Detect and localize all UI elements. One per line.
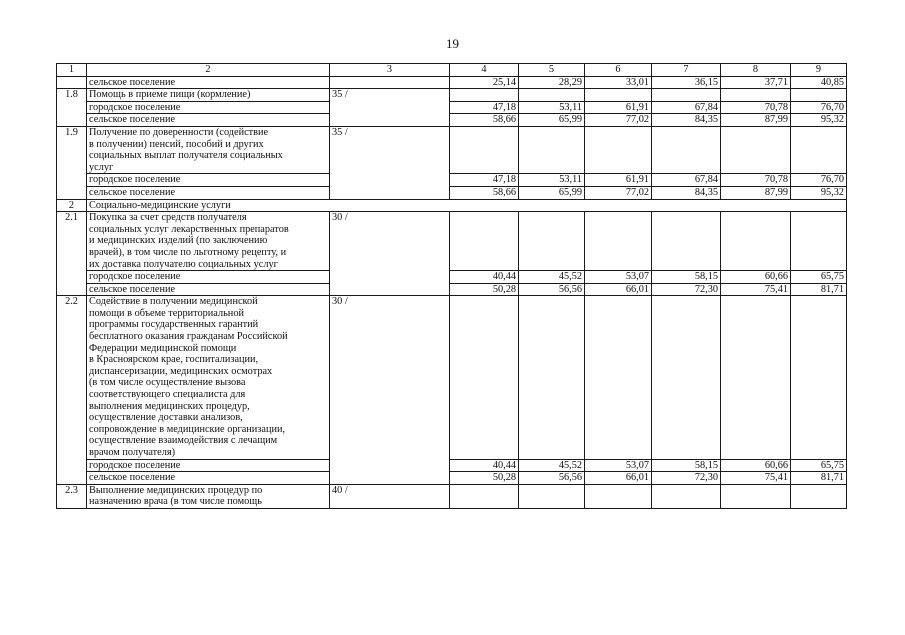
settlement-row: [57, 101, 847, 114]
description-line: бесплатного оказания гражданам Российской: [89, 331, 288, 343]
section-row: [57, 199, 847, 212]
description-line: программы государственных гарантий: [89, 319, 259, 331]
value-cell: 45,52: [519, 459, 585, 472]
empty-value-cell: [585, 126, 652, 173]
value-cell: 58,66: [450, 186, 519, 199]
settlement-row: [57, 114, 847, 127]
description-line: социальных выплат получателя социальных: [89, 150, 283, 162]
settlement-label: городское поселение: [87, 271, 330, 284]
empty-value-cell: [519, 484, 585, 508]
service-description: [87, 89, 330, 102]
value-cell: 47,18: [450, 101, 519, 114]
value-cell: 76,70: [791, 174, 847, 187]
value-cell: 25,14: [450, 76, 519, 89]
value-cell: 84,35: [652, 114, 721, 127]
settlement-label: городское поселение: [87, 174, 330, 187]
empty-value-cell: [519, 212, 585, 271]
value-cell: 36,15: [652, 76, 721, 89]
settlement-row: [57, 174, 847, 187]
description-line: Выполнение медицинских процедур по: [89, 484, 263, 496]
service-description: [87, 484, 330, 508]
value-cell: 56,56: [519, 472, 585, 485]
service-unit: 35 /: [330, 126, 450, 199]
service-row: [57, 89, 847, 102]
value-cell: 84,35: [652, 186, 721, 199]
value-cell: 60,66: [721, 271, 791, 284]
value-cell: 67,84: [652, 174, 721, 187]
description-line: социальных услуг лекарственных препаратов: [89, 223, 289, 235]
empty-value-cell: [519, 89, 585, 102]
empty-value-cell: [585, 89, 652, 102]
empty-value-cell: [652, 212, 721, 271]
page-number: 19: [446, 36, 459, 51]
description-line: Содействие в получении медицинской: [89, 296, 258, 308]
value-cell: 70,78: [721, 101, 791, 114]
value-cell: 95,32: [791, 114, 847, 127]
value-cell: 77,02: [585, 114, 652, 127]
value-cell: 33,01: [585, 76, 652, 89]
settlement-label: городское поселение: [87, 459, 330, 472]
value-cell: 50,28: [450, 472, 519, 485]
value-cell: 75,41: [721, 472, 791, 485]
value-cell: 87,99: [721, 114, 791, 127]
description-line: их доставка получателю социальных услуг: [89, 258, 278, 270]
value-cell: 66,01: [585, 472, 652, 485]
empty-value-cell: [721, 89, 791, 102]
service-row: [57, 212, 847, 271]
value-cell: 37,71: [721, 76, 791, 89]
value-cell: 67,84: [652, 101, 721, 114]
service-index: 2.2: [57, 296, 87, 485]
empty-value-cell: [791, 296, 847, 459]
value-cell: 61,91: [585, 101, 652, 114]
empty-value-cell: [585, 296, 652, 459]
settlement-row: [57, 459, 847, 472]
service-unit: 30 /: [330, 212, 450, 296]
section-title: Социально-медицинские услуги: [87, 199, 847, 212]
empty-value-cell: [652, 126, 721, 173]
value-cell: 76,70: [791, 101, 847, 114]
value-cell: 40,44: [450, 459, 519, 472]
value-cell: 58,15: [652, 459, 721, 472]
table-row: [57, 76, 847, 89]
value-cell: 53,07: [585, 271, 652, 284]
empty-value-cell: [450, 212, 519, 271]
empty-value-cell: [450, 296, 519, 459]
empty-value-cell: [519, 126, 585, 173]
description-line: диспансеризации, медицинских осмотрах: [89, 365, 273, 377]
value-cell: 65,75: [791, 271, 847, 284]
empty-value-cell: [652, 296, 721, 459]
section-index: 2: [57, 199, 87, 212]
settlement-label: сельское поселение: [87, 114, 330, 127]
service-unit: 30 /: [330, 296, 450, 485]
tariff-table: [56, 63, 847, 509]
settlement-row: [57, 271, 847, 284]
service-row: [57, 484, 847, 508]
settlement-label: сельское поселение: [87, 472, 330, 485]
service-description: [87, 296, 330, 459]
value-cell: 66,01: [585, 283, 652, 296]
empty-value-cell: [721, 296, 791, 459]
service-index: 2.3: [57, 484, 87, 508]
empty-value-cell: [450, 484, 519, 508]
settlement-row: [57, 283, 847, 296]
description-line: выполнения медицинских процедур,: [89, 400, 250, 412]
description-line: помощи в объеме территориальной: [89, 307, 244, 319]
value-cell: 58,66: [450, 114, 519, 127]
description-line: в получении) пенсий, пособий и других: [89, 138, 264, 150]
empty-value-cell: [721, 126, 791, 173]
description-line: Помощь в приеме пищи (кормление): [89, 89, 251, 101]
empty-value-cell: [450, 89, 519, 102]
value-cell: 65,75: [791, 459, 847, 472]
value-cell: 28,29: [519, 76, 585, 89]
value-cell: 56,56: [519, 283, 585, 296]
description-line: услуг: [89, 161, 114, 173]
settlement-row: [57, 186, 847, 199]
value-cell: 75,41: [721, 283, 791, 296]
empty-value-cell: [721, 212, 791, 271]
service-description: [87, 126, 330, 173]
value-cell: 72,30: [652, 472, 721, 485]
value-cell: 50,28: [450, 283, 519, 296]
value-cell: 40,85: [791, 76, 847, 89]
column-header-7: 7: [652, 64, 721, 77]
empty-value-cell: [652, 89, 721, 102]
description-line: и медицинских изделий (по заключению: [89, 235, 268, 247]
value-cell: 65,99: [519, 186, 585, 199]
column-header-3: 3: [330, 64, 450, 77]
value-cell: 87,99: [721, 186, 791, 199]
value-cell: 81,71: [791, 283, 847, 296]
column-header-4: 4: [450, 64, 519, 77]
value-cell: 81,71: [791, 472, 847, 485]
column-header-8: 8: [721, 64, 791, 77]
column-header-6: 6: [585, 64, 652, 77]
service-row: [57, 126, 847, 173]
description-line: в Красноярском крае, госпитализации,: [89, 354, 259, 366]
value-cell: 61,91: [585, 174, 652, 187]
service-unit: 35 /: [330, 89, 450, 127]
empty-value-cell: [519, 296, 585, 459]
empty-value-cell: [791, 212, 847, 271]
row-index: [57, 76, 87, 89]
service-row: [57, 296, 847, 459]
settlement-label: сельское поселение: [87, 283, 330, 296]
empty-value-cell: [450, 126, 519, 173]
settlement-label: сельское поселение: [87, 76, 330, 89]
column-header-1: 1: [57, 64, 87, 77]
settlement-label: сельское поселение: [87, 186, 330, 199]
description-line: Федерации медицинской помощи: [89, 342, 237, 354]
header-row: [57, 64, 847, 77]
description-line: соответствующего специалиста для: [89, 389, 246, 401]
description-line: врачом получателя): [89, 447, 176, 458]
value-cell: 47,18: [450, 174, 519, 187]
value-cell: 77,02: [585, 186, 652, 199]
description-line: врачей), в том числе по льготному рецепту, и: [89, 246, 287, 258]
service-index: 1.8: [57, 89, 87, 127]
value-cell: 40,44: [450, 271, 519, 284]
empty-value-cell: [791, 126, 847, 173]
settlement-row: [57, 472, 847, 485]
empty-value-cell: [652, 484, 721, 508]
description-line: осуществление взаимодействия с лечащим: [89, 435, 278, 447]
value-cell: 70,78: [721, 174, 791, 187]
service-index: 1.9: [57, 126, 87, 199]
table-body: [57, 64, 847, 509]
value-cell: 65,99: [519, 114, 585, 127]
description-line: осуществление доставки анализов,: [89, 412, 243, 424]
description-line: Покупка за счет средств получателя: [89, 212, 247, 224]
description-line: (в том числе осуществление вызова: [89, 377, 246, 389]
value-cell: 53,11: [519, 101, 585, 114]
description-line: Получение по доверенности (содействие: [89, 126, 269, 138]
value-cell: 45,52: [519, 271, 585, 284]
column-header-5: 5: [519, 64, 585, 77]
column-header-2: 2: [87, 64, 330, 77]
column-header-9: 9: [791, 64, 847, 77]
empty-value-cell: [585, 484, 652, 508]
unit-cell: [330, 76, 450, 89]
value-cell: 60,66: [721, 459, 791, 472]
settlement-label: городское поселение: [87, 101, 330, 114]
empty-value-cell: [791, 89, 847, 102]
service-unit: 40 /: [330, 484, 450, 508]
value-cell: 58,15: [652, 271, 721, 284]
empty-value-cell: [585, 212, 652, 271]
service-index: 2.1: [57, 212, 87, 296]
service-description: [87, 212, 330, 271]
value-cell: 53,11: [519, 174, 585, 187]
empty-value-cell: [791, 484, 847, 508]
value-cell: 72,30: [652, 283, 721, 296]
description-line: сопровождение в медицинские организации,: [89, 423, 286, 435]
value-cell: 95,32: [791, 186, 847, 199]
value-cell: 53,07: [585, 459, 652, 472]
empty-value-cell: [721, 484, 791, 508]
description-line: назначению врача (в том числе помощь: [89, 496, 262, 508]
